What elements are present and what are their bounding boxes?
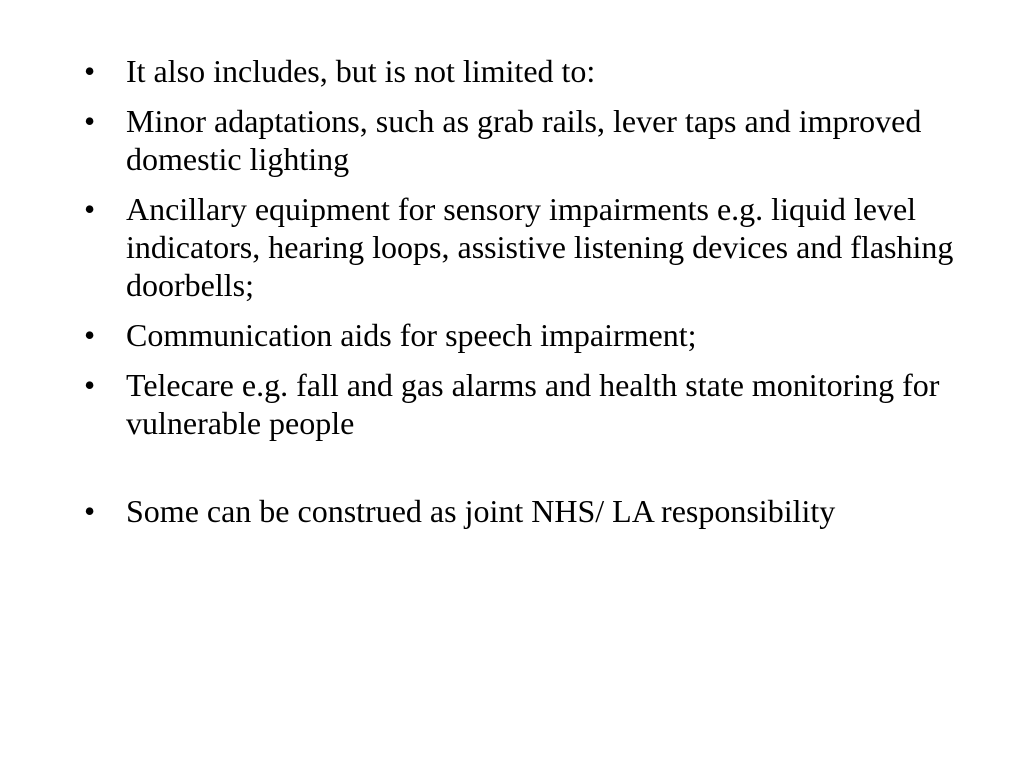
bullet-point: • — [84, 317, 96, 353]
bullet-item — [84, 316, 964, 354]
bullet-item — [84, 52, 964, 90]
bullet-point: • — [84, 191, 96, 227]
bullet-text: Ancillary equipment for sensory impairments e.g. liquid level indicators, hearing loops, assistive listening devices and flashing doorbells; — [126, 191, 954, 303]
bullet-point: • — [84, 367, 96, 403]
bullet-text: Telecare e.g. fall and gas alarms and health state monitoring for vulnerable people — [126, 367, 940, 441]
bullet-list — [84, 52, 964, 542]
bullet-item — [84, 102, 964, 178]
bullet-text: Minor adaptations, such as grab rails, lever taps and improved domestic lighting — [126, 103, 922, 177]
bullet-item — [84, 366, 964, 442]
bullet-text: Communication aids for speech impairment; — [126, 317, 697, 353]
bullet-text: It also includes, but is not limited to: — [126, 53, 596, 89]
bullet-item — [84, 492, 964, 530]
bullet-item — [84, 190, 964, 304]
bullet-point: • — [84, 53, 96, 89]
bullet-point: • — [84, 493, 96, 529]
bullet-point: • — [84, 103, 96, 139]
bullet-text: Some can be construed as joint NHS/ LA responsibility — [126, 493, 836, 529]
